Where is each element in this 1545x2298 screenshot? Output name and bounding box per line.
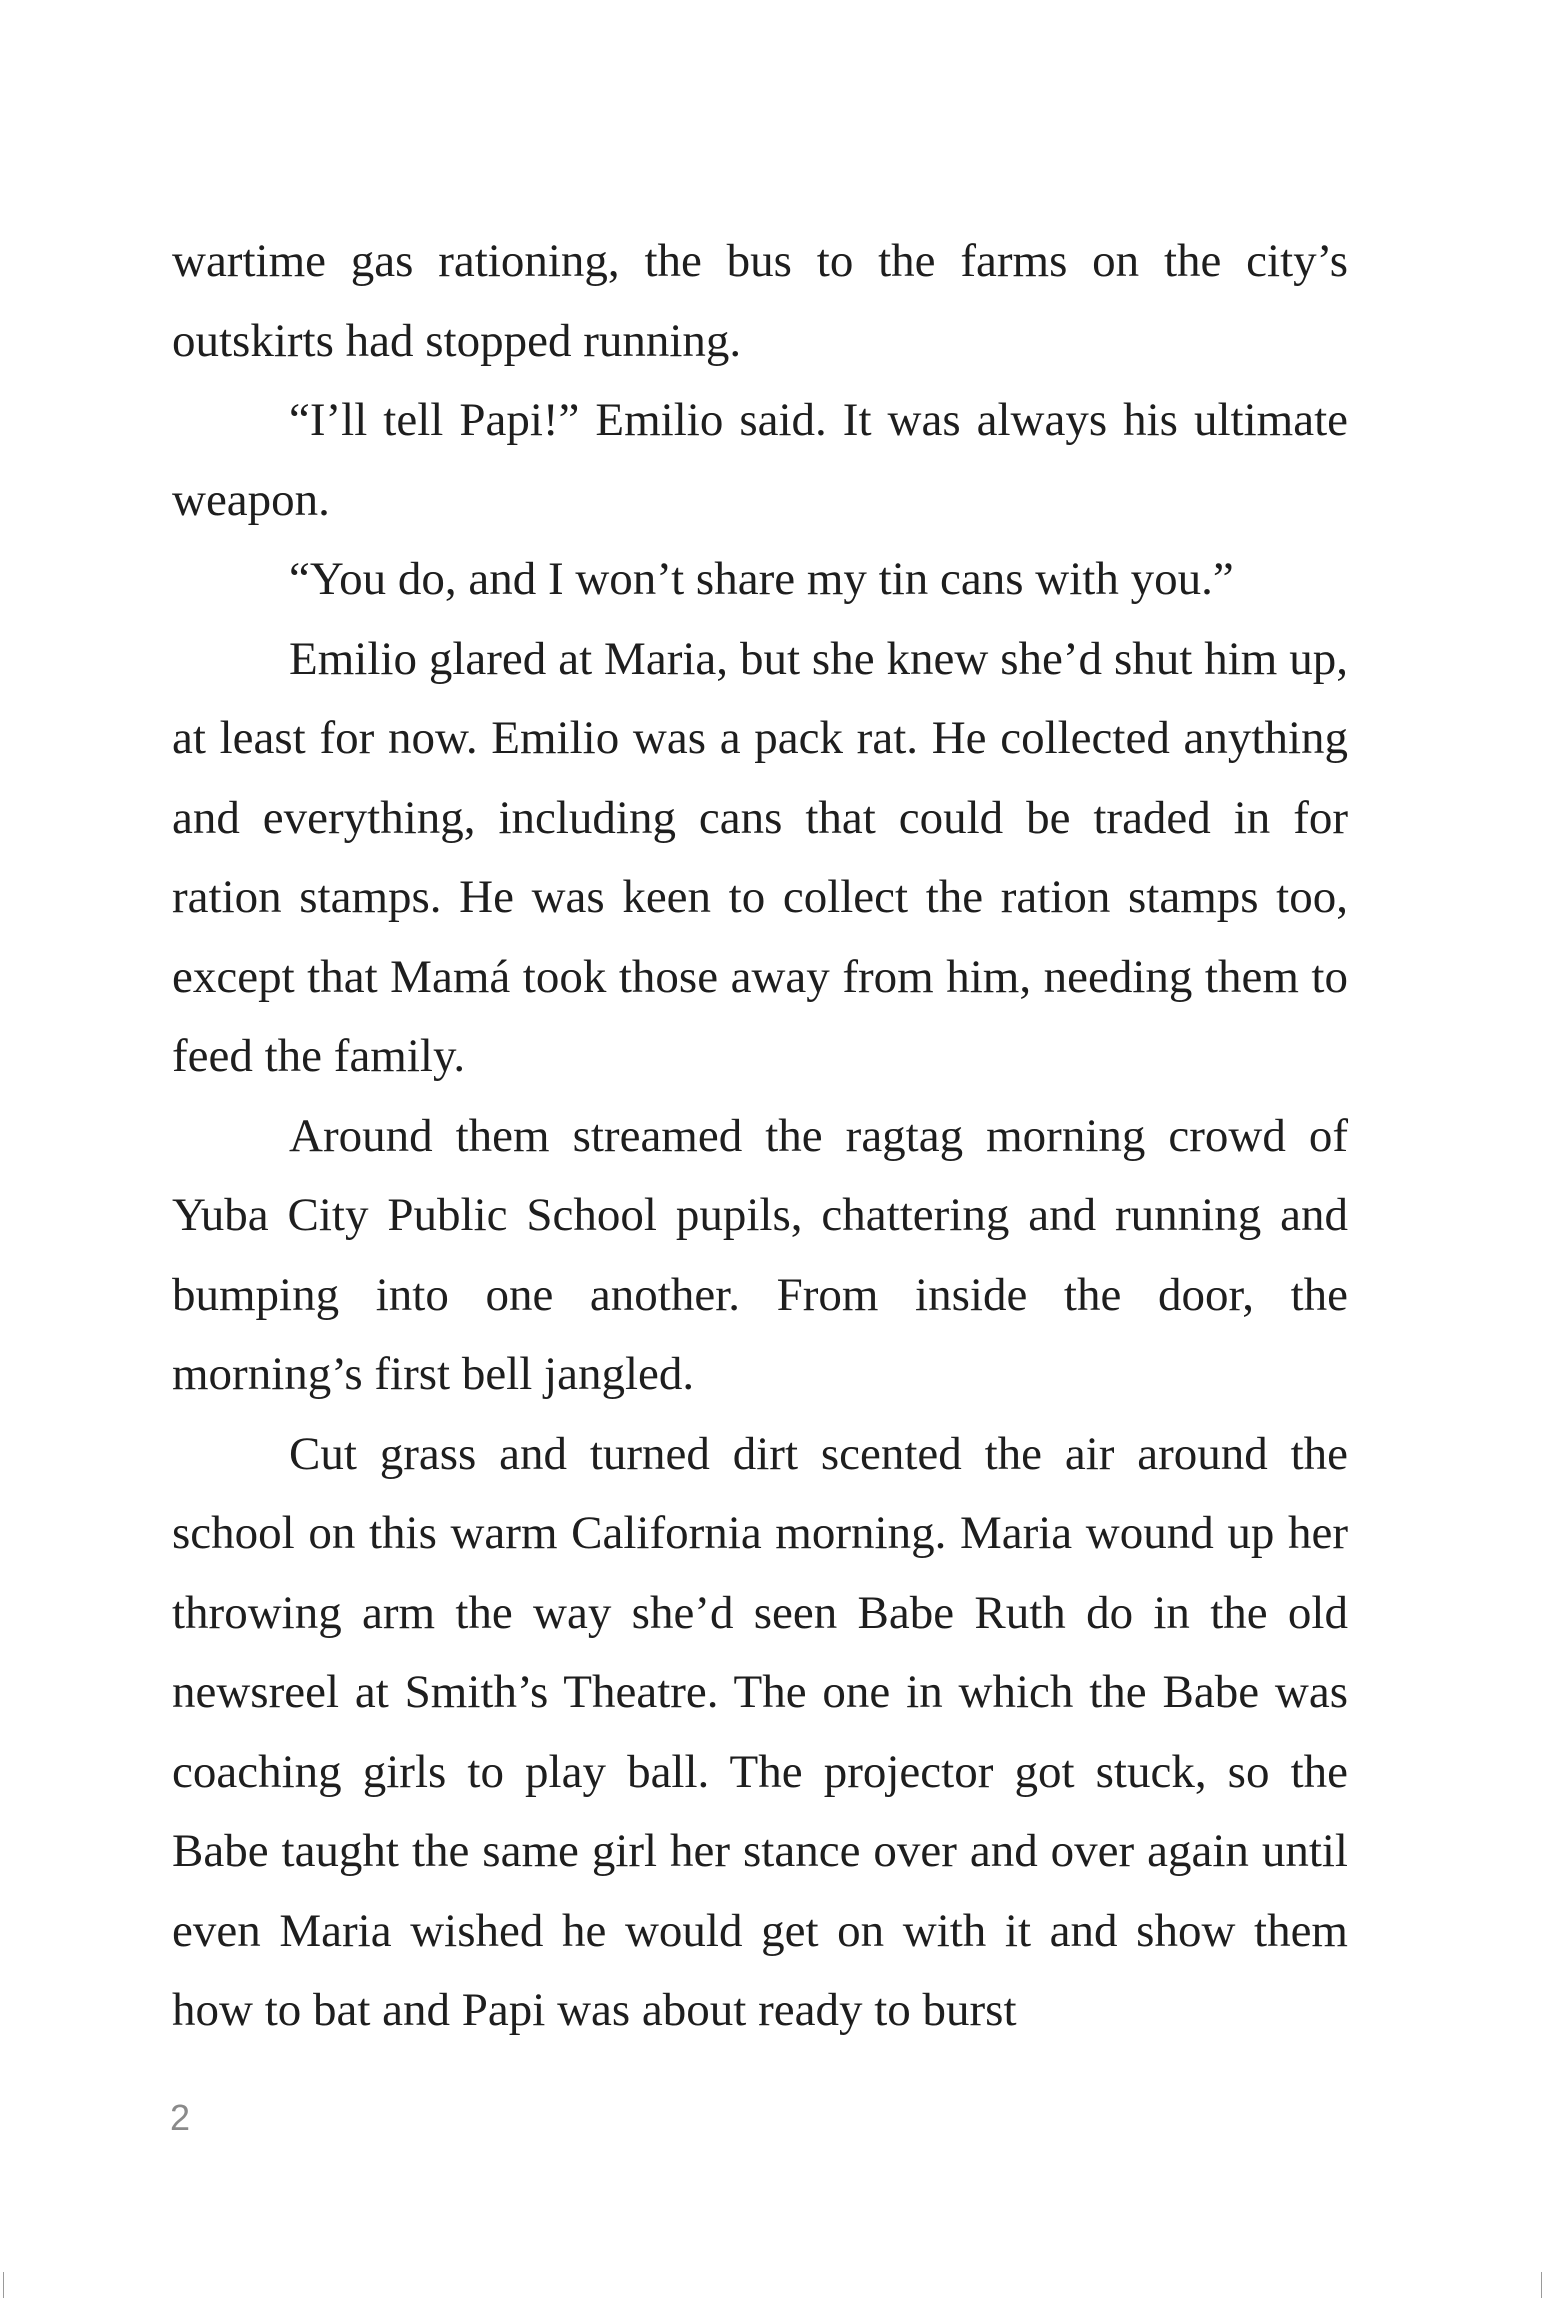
paragraph-4: Emilio glared at Maria, but she knew she’d shut him up, at least for now. Emilio was a pack rat. He collected anything and everything, including cans that could be traded in for ration stamps. He was keen to collect the ration stamps too, except that Mamá took those away from him, needing them to feed the family. (172, 632, 1348, 1082)
crop-mark-left (3, 2272, 4, 2298)
page-number: 2 (170, 2097, 191, 2138)
body-text (172, 222, 1348, 2051)
paragraph-1: wartime gas rationing, the bus to the farms on the city’s outskirts had stopped running. (172, 235, 1348, 367)
paragraph-2: “I’ll tell Papi!” Emilio said. It was always his ultimate weapon. (172, 394, 1348, 526)
crop-mark-right (1541, 2272, 1542, 2298)
paragraph-6: Cut grass and turned dirt scented the air around the school on this warm California morning. Maria wound up her throwing arm the way she’d seen Babe Ruth do in the old newsreel at Smith’s Theatre. The one in which the Babe was coaching girls to play ball. The projector got stuck, so the Babe taught the same girl her stance over and over again until even Maria wished he would get on with it and show them how to bat and Papi was about ready to burst (172, 1427, 1348, 2036)
paragraph-3: “You do, and I won’t share my tin cans with you.” (289, 553, 1234, 605)
paragraph-5: Around them streamed the ragtag morning crowd of Yuba City Public School pupils, chattering and running and bumping into one another. From inside the door, the morning’s first bell jangled. (172, 1109, 1348, 1400)
